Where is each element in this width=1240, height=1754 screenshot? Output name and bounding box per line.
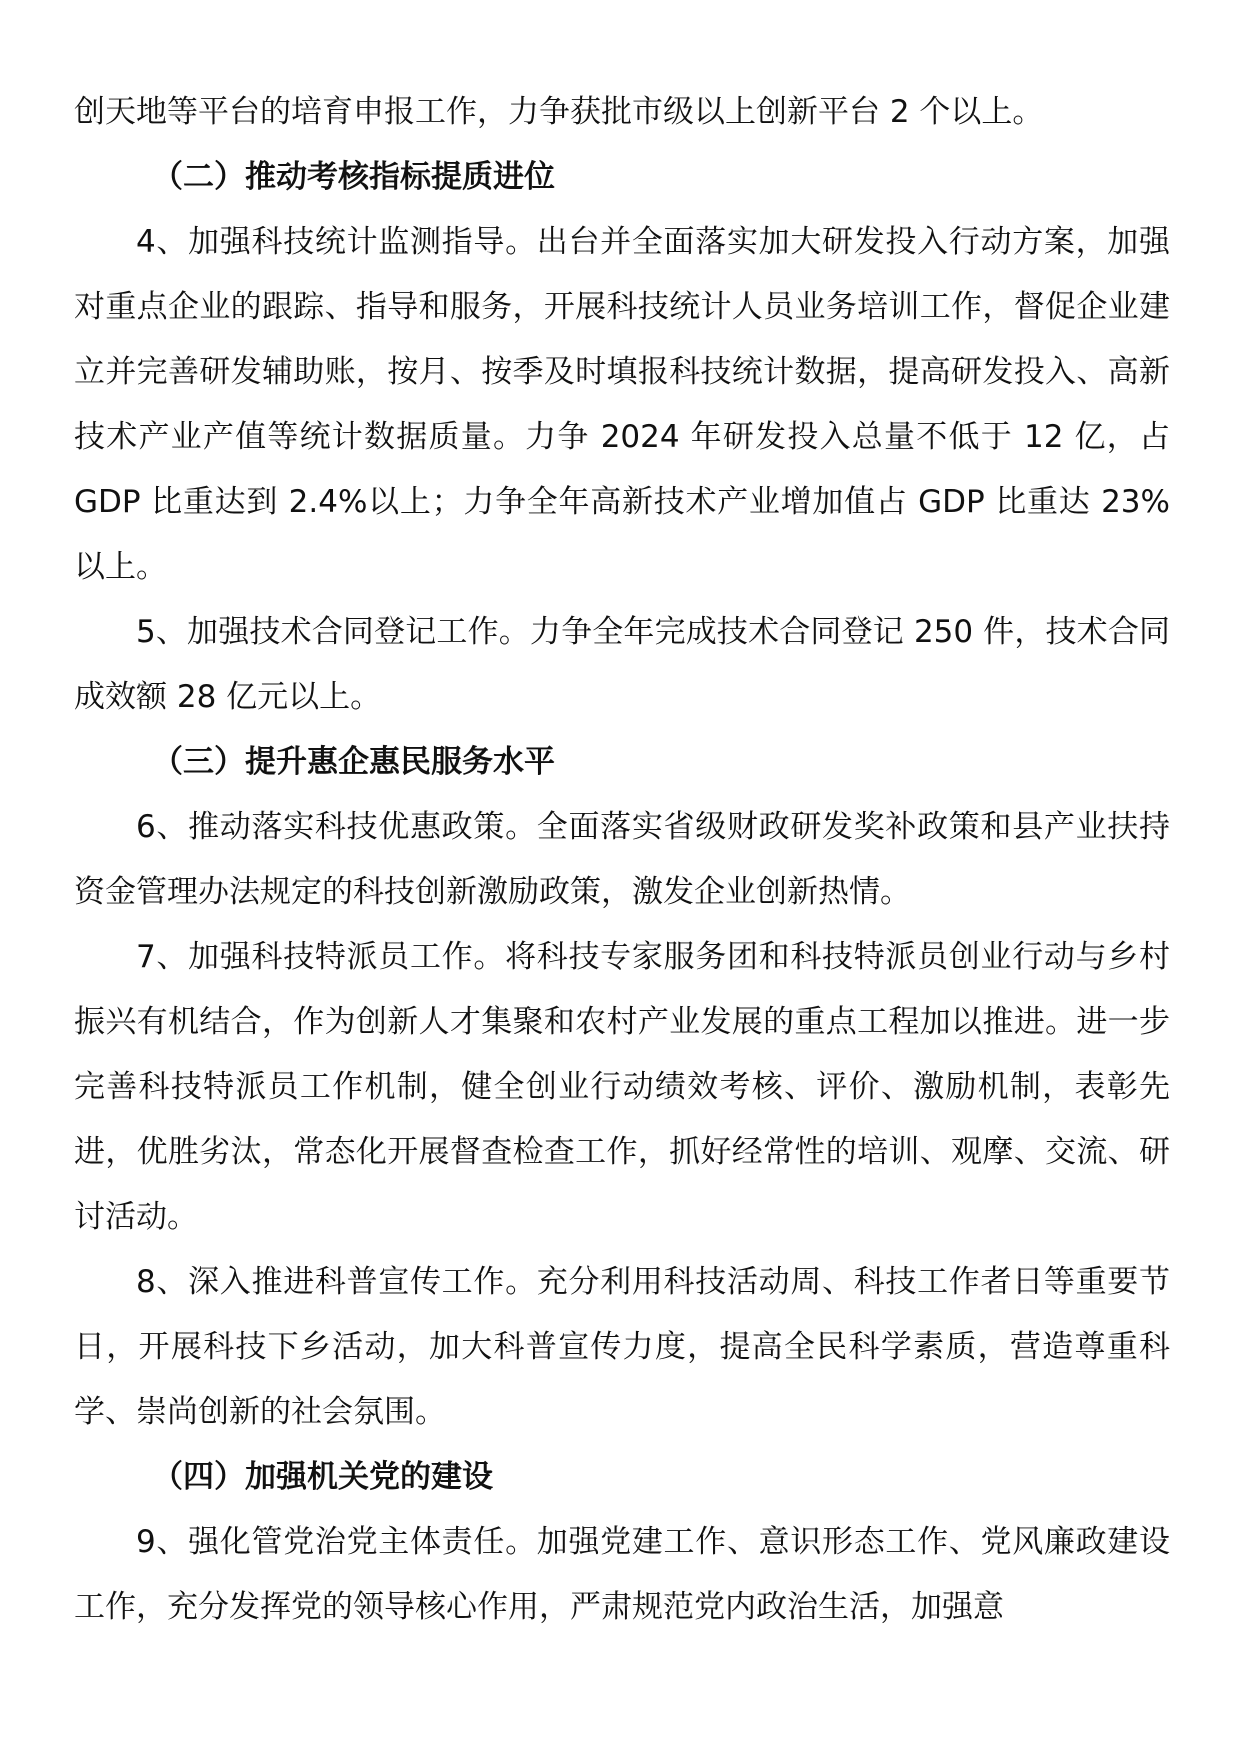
paragraph-item-5: 5、加强技术合同登记工作。力争全年完成技术合同登记 250 件，技术合同成效额 28 亿元以上。 — [74, 614, 1170, 715]
paragraph-item-7: 7、加强科技特派员工作。将科技专家服务团和科技特派员创业行动与乡村振兴有机结合，作为创新人才集聚和农村产业发展的重点工程加以推进。进一步完善科技特派员工作机制，健全创业行动绩效考核、评价、激励机制，表彰先进，优胜劣汰，常态化开展督查检查工作，抓好经常性的培训、观摩、交流、研讨活动。 — [74, 939, 1170, 1235]
section-heading-2: （二）推动考核指标提质进位 — [152, 159, 555, 195]
paragraph-item-4: 4、加强科技统计监测指导。出台并全面落实加大研发投入行动方案，加强对重点企业的跟踪、指导和服务，开展科技统计人员业务培训工作，督促企业建立并完善研发辅助账，按月、按季及时填报科技统计数据，提高研发投入、高新技术产业产值等统计数据质量。力争 2024 年研发投入总量不低于 12 亿，占 GDP 比重达到 2.4%以上；力争全年高新技术产业增加值占 GDP 比重达 23%以上。 — [74, 224, 1170, 585]
section-heading-3: （三）提升惠企惠民服务水平 — [152, 744, 555, 780]
paragraph-item-8: 8、深入推进科普宣传工作。充分利用科技活动周、科技工作者日等重要节日，开展科技下乡活动，加大科普宣传力度，提高全民科学素质，营造尊重科学、崇尚创新的社会氛围。 — [74, 1264, 1170, 1430]
paragraph-platform-application: 创天地等平台的培育申报工作，力争获批市级以上创新平台 2 个以上。 — [74, 94, 1044, 130]
section-heading-4: （四）加强机关党的建设 — [152, 1459, 493, 1495]
paragraph-item-6: 6、推动落实科技优惠政策。全面落实省级财政研发奖补政策和县产业扶持资金管理办法规定的科技创新激励政策，激发企业创新热情。 — [74, 809, 1170, 910]
paragraph-item-9: 9、强化管党治党主体责任。加强党建工作、意识形态工作、党风廉政建设工作，充分发挥党的领导核心作用，严肃规范党内政治生活，加强意 — [74, 1524, 1170, 1625]
document-page — [74, 80, 1170, 1640]
